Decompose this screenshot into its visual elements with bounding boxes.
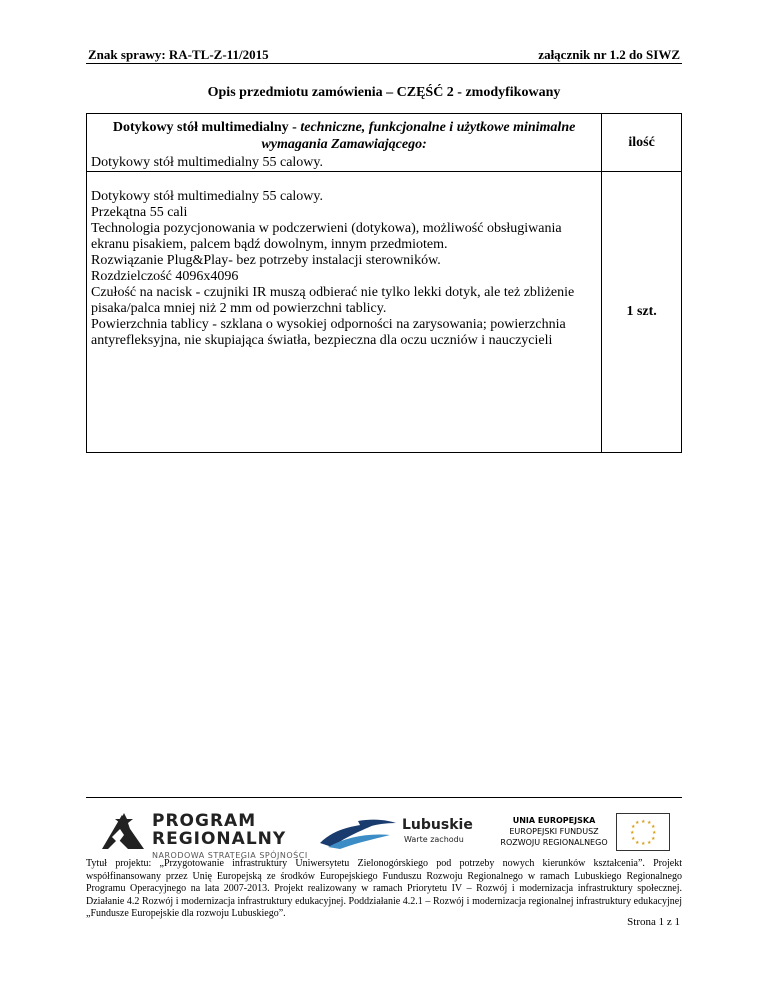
spec-line: Czułość na nacisk - czujniki IR muszą odbierać nie tylko lekki dotyk, ale też zbliżenie pisaka/palca mniej niż 2 mm od powierzchni tablicy. (91, 285, 575, 316)
page-number: Strona 1 z 1 (627, 916, 680, 928)
svg-text:★: ★ (635, 820, 640, 826)
description-header-cell (87, 114, 602, 172)
program-regionalny-emblem-icon (100, 809, 146, 855)
lubuskie-tagline: Warte zachodu (404, 835, 464, 844)
description-header-bold: Dotykowy stół multimedialny - (112, 120, 297, 135)
svg-text:★: ★ (641, 819, 646, 825)
eu-fund-label: EUROPEJSKI FUNDUSZ (509, 827, 599, 836)
attachment-label: załącznik nr 1.2 do SIWZ (538, 47, 680, 62)
quantity-value: 1 szt. (602, 172, 682, 453)
program-logo-line2: REGIONALNY (152, 829, 287, 849)
case-number: Znak sprawy: RA-TL-Z-11/2015 (88, 47, 269, 62)
eu-fund-text (498, 815, 610, 848)
program-logo-line1: PROGRAM (152, 811, 257, 831)
svg-text:★: ★ (641, 841, 646, 847)
header-divider (86, 63, 682, 64)
funding-logos (86, 803, 682, 858)
svg-text:★: ★ (630, 830, 635, 836)
spec-line: Dotykowy stół multimedialny 55 calowy. (91, 189, 324, 204)
table-header-row (87, 114, 682, 172)
lubuskie-logo (318, 817, 478, 851)
footer-divider (86, 797, 682, 798)
project-footer-text: Tytuł projektu: „Przygotowanie infrastruktury Uniwersytetu Zielonogórskiego pod potrzeby nowych kierunków kształcenia”. Projekt współfinansowany przez Unię Europejską ze środków Europejskiego Funduszu Rozwoju Regionalnego w ramach Lubuskiego Regionalnego Programu Operacyjnego na lata 2007-2013. Projekt realizowany w ramach Priorytetu IV – Rozwój i modernizacja infrastruktury społecznej. Działanie 4.2 Rozwój i modernizacja infrastruktury edukacyjnej. Poddziałanie 4.2.1 – Rozwój i modernizacja regionalnej infrastruktury edukacyjnej „Fundusze Europejskie dla rozwoju Lubuskiego”. (86, 858, 682, 919)
eu-label: UNIA EUROPEJSKA (512, 816, 596, 825)
svg-text:★: ★ (635, 840, 640, 846)
description-subhead: Dotykowy stół multimedialny 55 calowy. (91, 155, 324, 170)
svg-text:★: ★ (651, 824, 656, 830)
quantity-header: ilość (602, 114, 682, 172)
spec-line: Technologia pozycjonowania w podczerwieni (dotykowa), możliwość obsługiwania ekranu pisakiem, palcem bądź dowolnym, innym przedmiotem. (91, 221, 562, 252)
spec-line: Rozwiązanie Plug&Play- bez potrzeby instalacji sterowników. (91, 253, 441, 268)
lubuskie-name: Lubuskie (402, 817, 473, 833)
spec-line: Przekątna 55 cali (91, 205, 188, 220)
document-title: Opis przedmiotu zamówienia – CZĘŚĆ 2 - zmodyfikowany (207, 85, 561, 100)
table-body-row (87, 172, 682, 453)
lubuskie-swoosh-icon (318, 817, 398, 851)
svg-text:★: ★ (651, 836, 656, 842)
program-logo-line3: NARODOWA STRATEGIA SPÓJNOŚCI (152, 851, 308, 860)
specification-table (86, 113, 682, 453)
svg-text:★: ★ (647, 820, 652, 826)
svg-text:★: ★ (631, 824, 636, 830)
eu-flag-icon (616, 813, 670, 851)
spec-line: Powierzchnia tablicy - szklana o wysokiej odporności na zarysowania; powierzchnia antyrefleksyjna, nie skupiająca światła, bezpieczna dla oczu uczniów i nauczycieli (91, 317, 566, 348)
svg-text:★: ★ (652, 830, 657, 836)
description-header-italic: techniczne, funkcjonalne i użytkowe minimalne wymagania Zamawiającego: (261, 120, 576, 152)
eu-fund-label-2: ROZWOJU REGIONALNEGO (500, 838, 608, 847)
description-cell (87, 172, 602, 453)
svg-text:★: ★ (631, 836, 636, 842)
svg-text:★: ★ (647, 840, 652, 846)
program-regionalny-logo (152, 812, 308, 860)
spec-line: Rozdzielczość 4096x4096 (91, 269, 239, 284)
